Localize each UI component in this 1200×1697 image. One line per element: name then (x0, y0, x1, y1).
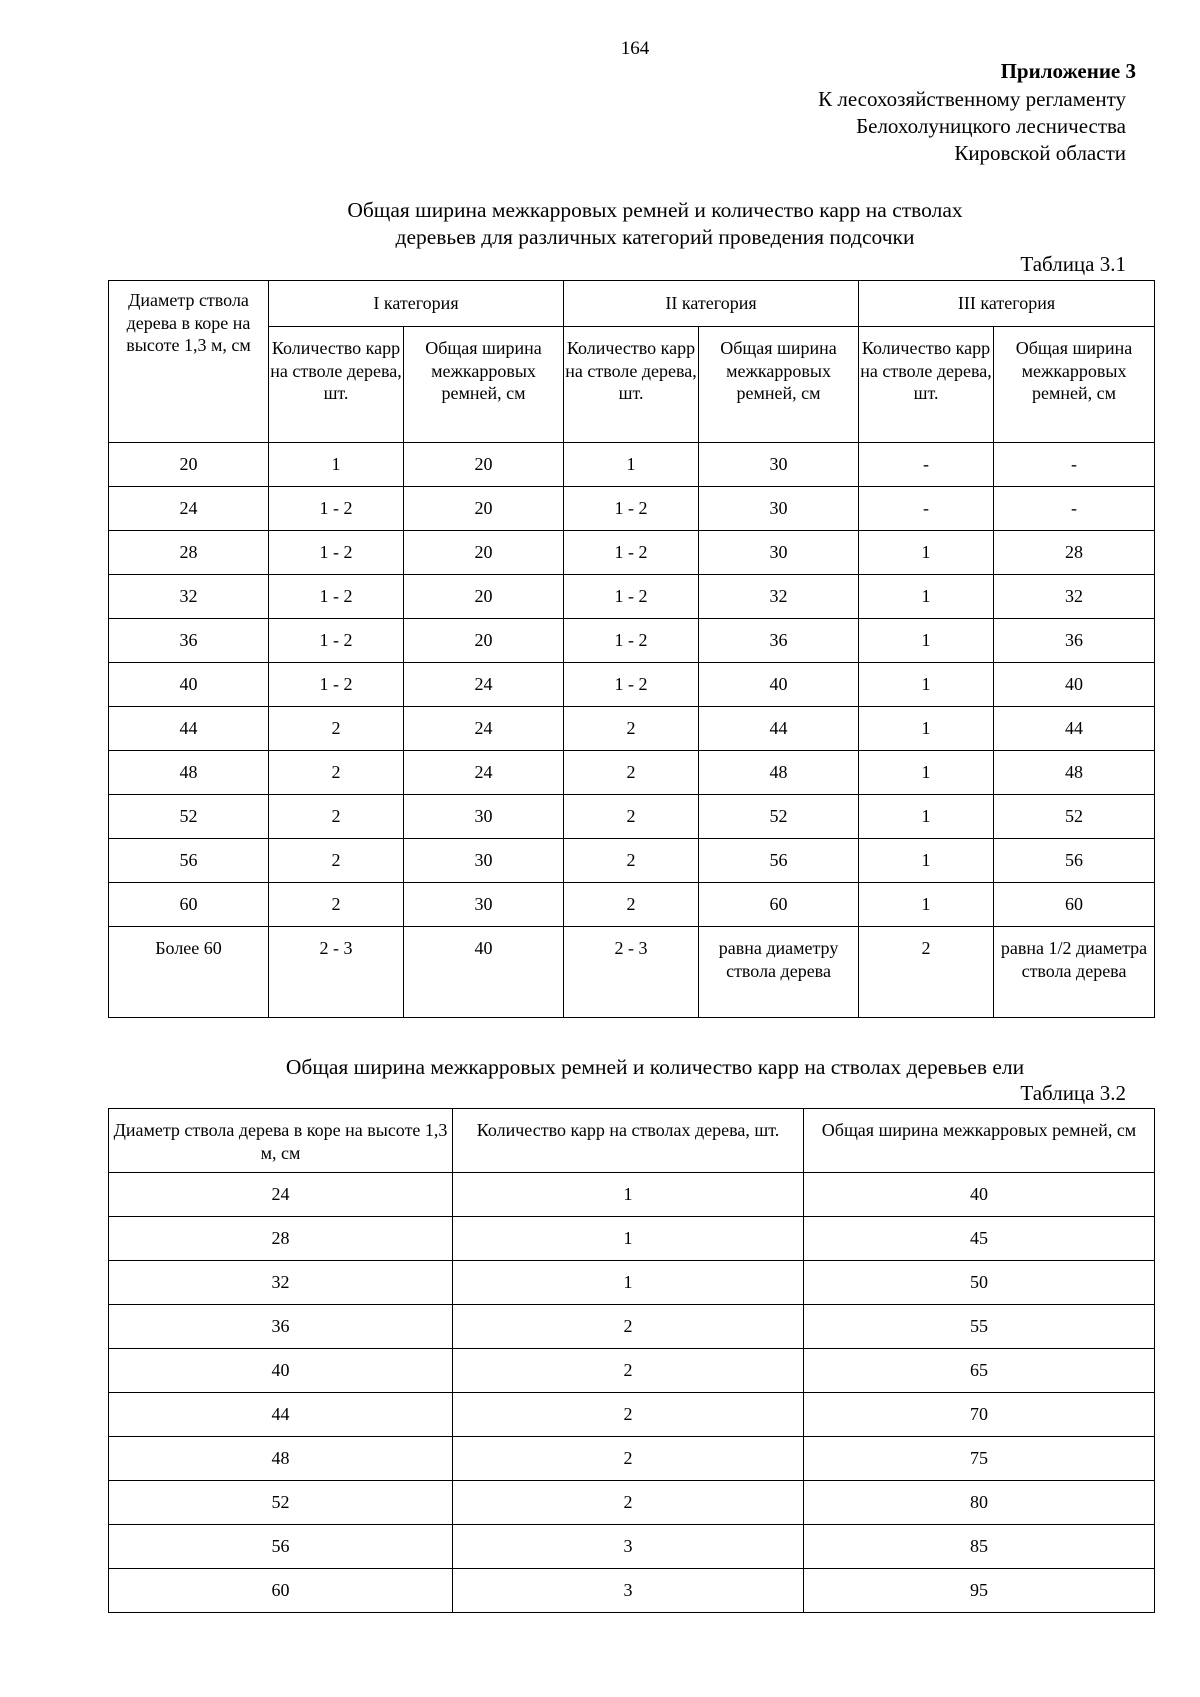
cell-cat3-count: 2 (859, 927, 994, 1018)
cell-diameter: 36 (109, 1305, 453, 1349)
cell-cat3-width: 36 (994, 619, 1155, 663)
cell-diameter: 60 (109, 883, 269, 927)
cell-cat3-width: 48 (994, 751, 1155, 795)
cell-diameter: 24 (109, 1173, 453, 1217)
cell-cat2-count: 1 - 2 (564, 663, 699, 707)
cell-diameter: 48 (109, 751, 269, 795)
cell-cat3-count: 1 (859, 707, 994, 751)
cell-cat1-width: 24 (404, 707, 564, 751)
cell-cat3-count: 1 (859, 839, 994, 883)
table-row (109, 1481, 1155, 1525)
cell-diameter: 44 (109, 1393, 453, 1437)
cell-cat3-count: 1 (859, 575, 994, 619)
table2-caption: Общая ширина межкарровых ремней и количество карр на стволах деревьев ели (285, 1055, 1025, 1079)
cell-cat2-count: 2 (564, 839, 699, 883)
cell-count: 2 (453, 1437, 804, 1481)
table-row (109, 839, 1155, 883)
table-row (109, 1173, 1155, 1217)
table1-caption-line: деревьев для различных категорий проведения подсочки (395, 225, 915, 249)
cell-cat1-count: 2 (269, 795, 404, 839)
appendix-title: Приложение 3 (1000, 59, 1136, 83)
cell-cat3-width: - (994, 487, 1155, 531)
cell-diameter: 56 (109, 839, 269, 883)
cell-cat3-width: равна 1/2 диаметра ствола дерева (994, 927, 1155, 1018)
cell-cat3-count: 1 (859, 883, 994, 927)
table2-label: Таблица 3.2 (1020, 1081, 1126, 1105)
subheader-width: Общая ширина межкарровых ремней, см (994, 327, 1155, 443)
cell-cat3-width: - (994, 443, 1155, 487)
page-number: 164 (620, 38, 650, 59)
table-row (109, 883, 1155, 927)
cell-diameter: Более 60 (109, 927, 269, 1018)
cell-cat2-count: 1 - 2 (564, 487, 699, 531)
cell-width: 40 (804, 1173, 1155, 1217)
table1-label: Таблица 3.1 (1020, 252, 1126, 276)
cell-diameter: 56 (109, 1525, 453, 1569)
cell-count: 2 (453, 1305, 804, 1349)
cell-cat2-width: 52 (699, 795, 859, 839)
table-row (109, 575, 1155, 619)
cell-cat1-count: 1 (269, 443, 404, 487)
cell-cat3-count: - (859, 443, 994, 487)
cell-cat3-width: 60 (994, 883, 1155, 927)
cell-cat2-width: 36 (699, 619, 859, 663)
cell-cat3-count: 1 (859, 531, 994, 575)
header-category-1: I категория (269, 281, 564, 327)
cell-cat1-count: 1 - 2 (269, 487, 404, 531)
cell-cat1-width: 24 (404, 751, 564, 795)
table-row (109, 1217, 1155, 1261)
subheader-count: Количество карр на стволе дерева, шт. (859, 327, 994, 443)
table-row (109, 1393, 1155, 1437)
table-row (109, 1569, 1155, 1613)
cell-cat1-count: 2 (269, 839, 404, 883)
cell-cat3-width: 44 (994, 707, 1155, 751)
table2-header-diameter: Диаметр ствола дерева в коре на высоте 1,3 м, см (109, 1109, 453, 1173)
cell-count: 1 (453, 1261, 804, 1305)
cell-diameter: 32 (109, 575, 269, 619)
cell-cat1-count: 1 - 2 (269, 663, 404, 707)
cell-width: 85 (804, 1525, 1155, 1569)
cell-cat1-count: 2 (269, 883, 404, 927)
cell-width: 45 (804, 1217, 1155, 1261)
cell-cat2-width: 30 (699, 487, 859, 531)
cell-cat3-count: - (859, 487, 994, 531)
cell-count: 2 (453, 1481, 804, 1525)
cell-diameter: 28 (109, 1217, 453, 1261)
cell-cat3-width: 28 (994, 531, 1155, 575)
cell-count: 2 (453, 1393, 804, 1437)
table-row (109, 1305, 1155, 1349)
cell-cat1-width: 20 (404, 443, 564, 487)
cell-cat1-width: 30 (404, 839, 564, 883)
cell-diameter: 60 (109, 1569, 453, 1613)
cell-cat3-count: 1 (859, 795, 994, 839)
header-category-3: III категория (859, 281, 1155, 327)
cell-cat2-width: 32 (699, 575, 859, 619)
cell-cat1-width: 20 (404, 619, 564, 663)
table2-header-width: Общая ширина межкарровых ремней, см (804, 1109, 1155, 1173)
cell-cat3-width: 40 (994, 663, 1155, 707)
cell-diameter: 24 (109, 487, 269, 531)
cell-cat1-width: 30 (404, 883, 564, 927)
cell-cat1-count: 1 - 2 (269, 531, 404, 575)
cell-count: 2 (453, 1349, 804, 1393)
cell-cat2-width: 44 (699, 707, 859, 751)
cell-cat2-width: 30 (699, 531, 859, 575)
subheader-width: Общая ширина межкарровых ремней, см (699, 327, 859, 443)
cell-cat2-count: 2 (564, 751, 699, 795)
table2 (108, 1108, 1155, 1613)
subheader-width: Общая ширина межкарровых ремней, см (404, 327, 564, 443)
cell-cat1-width: 20 (404, 487, 564, 531)
cell-cat2-width: 60 (699, 883, 859, 927)
cell-cat1-count: 1 - 2 (269, 619, 404, 663)
cell-diameter: 52 (109, 795, 269, 839)
cell-width: 65 (804, 1349, 1155, 1393)
cell-diameter: 52 (109, 1481, 453, 1525)
cell-count: 3 (453, 1569, 804, 1613)
cell-diameter: 44 (109, 707, 269, 751)
cell-width: 80 (804, 1481, 1155, 1525)
cell-width: 75 (804, 1437, 1155, 1481)
appendix-reference-line: К лесохозяйственному регламенту (818, 87, 1126, 111)
cell-cat1-width: 20 (404, 531, 564, 575)
cell-diameter: 48 (109, 1437, 453, 1481)
table-row (109, 619, 1155, 663)
cell-width: 50 (804, 1261, 1155, 1305)
cell-cat1-width: 30 (404, 795, 564, 839)
cell-width: 95 (804, 1569, 1155, 1613)
cell-cat3-count: 1 (859, 619, 994, 663)
cell-diameter: 40 (109, 663, 269, 707)
appendix-reference-line: Белохолуницкого лесничества (856, 114, 1126, 138)
cell-cat2-width: 30 (699, 443, 859, 487)
table1-caption-line: Общая ширина межкарровых ремней и количество карр на стволах (347, 198, 963, 222)
cell-width: 55 (804, 1305, 1155, 1349)
cell-cat2-width: 48 (699, 751, 859, 795)
cell-cat2-count: 2 (564, 795, 699, 839)
table-row (109, 795, 1155, 839)
cell-width: 70 (804, 1393, 1155, 1437)
cell-diameter: 32 (109, 1261, 453, 1305)
table-row (109, 1349, 1155, 1393)
appendix-reference-line: Кировской области (954, 141, 1126, 165)
cell-cat2-count: 2 - 3 (564, 927, 699, 1018)
cell-cat2-width: 56 (699, 839, 859, 883)
cell-cat1-width: 24 (404, 663, 564, 707)
table1 (108, 280, 1155, 1018)
cell-cat1-count: 2 (269, 751, 404, 795)
cell-cat2-count: 1 - 2 (564, 531, 699, 575)
subheader-count: Количество карр на стволе дерева, шт. (269, 327, 404, 443)
cell-count: 1 (453, 1173, 804, 1217)
table-row (109, 1525, 1155, 1569)
cell-cat2-width: 40 (699, 663, 859, 707)
cell-cat2-count: 2 (564, 883, 699, 927)
cell-cat1-count: 2 (269, 707, 404, 751)
cell-diameter: 20 (109, 443, 269, 487)
cell-cat1-width: 20 (404, 575, 564, 619)
cell-cat1-count: 2 - 3 (269, 927, 404, 1018)
cell-diameter: 28 (109, 531, 269, 575)
table-row (109, 707, 1155, 751)
cell-cat2-width: равна диаметру ствола дерева (699, 927, 859, 1018)
table-row (109, 663, 1155, 707)
table-row (109, 487, 1155, 531)
cell-count: 3 (453, 1525, 804, 1569)
header-category-2: II категория (564, 281, 859, 327)
cell-cat2-count: 1 (564, 443, 699, 487)
cell-diameter: 36 (109, 619, 269, 663)
cell-cat1-count: 1 - 2 (269, 575, 404, 619)
cell-cat3-width: 56 (994, 839, 1155, 883)
cell-cat1-width: 40 (404, 927, 564, 1018)
table-row (109, 531, 1155, 575)
table-row (109, 443, 1155, 487)
cell-cat2-count: 2 (564, 707, 699, 751)
cell-cat3-width: 32 (994, 575, 1155, 619)
table-row (109, 1261, 1155, 1305)
table-row (109, 927, 1155, 1018)
header-diameter: Диаметр ствола дерева в коре на высоте 1,3 м, см (109, 281, 269, 443)
cell-cat3-count: 1 (859, 751, 994, 795)
cell-cat2-count: 1 - 2 (564, 619, 699, 663)
cell-cat2-count: 1 - 2 (564, 575, 699, 619)
table-row (109, 1437, 1155, 1481)
cell-diameter: 40 (109, 1349, 453, 1393)
cell-cat3-count: 1 (859, 663, 994, 707)
cell-count: 1 (453, 1217, 804, 1261)
table-row (109, 751, 1155, 795)
cell-cat3-width: 52 (994, 795, 1155, 839)
subheader-count: Количество карр на стволе дерева, шт. (564, 327, 699, 443)
table2-header-count: Количество карр на стволах дерева, шт. (453, 1109, 804, 1173)
